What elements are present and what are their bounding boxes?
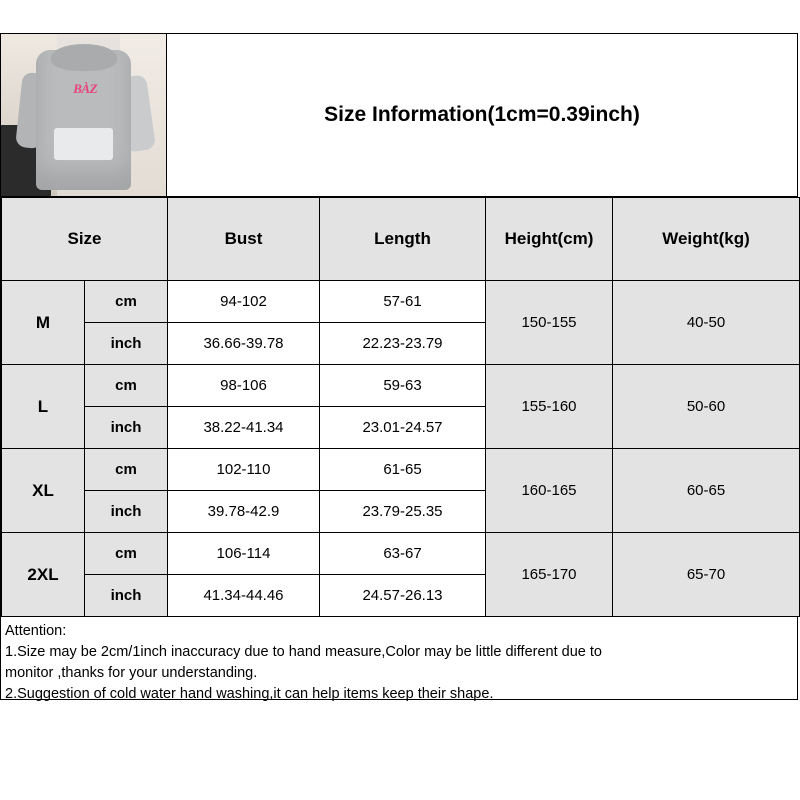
size-chart-frame <box>0 33 798 703</box>
unit-label: inch <box>85 407 168 449</box>
table-header-row <box>2 198 800 281</box>
unit-label: cm <box>85 449 168 491</box>
hoodie-body <box>36 50 132 189</box>
chart-header-band <box>1 34 797 197</box>
weight-value: 65-70 <box>613 533 800 617</box>
height-value: 165-170 <box>486 533 613 617</box>
bust-value: 41.34-44.46 <box>168 575 320 617</box>
attention-line-1b: monitor ,thanks for your understanding. <box>5 665 258 682</box>
attention-line-2: 2.Suggestion of cold water hand washing,it can help items keep their shape. <box>5 686 494 703</box>
header-bust: Bust <box>168 198 320 281</box>
table-row <box>2 365 800 407</box>
size-label: XL <box>2 449 85 533</box>
attention-heading: Attention: <box>5 623 67 639</box>
weight-value: 40-50 <box>613 281 800 365</box>
bust-value: 38.22-41.34 <box>168 407 320 449</box>
unit-label: inch <box>85 323 168 365</box>
bust-value: 106-114 <box>168 533 320 575</box>
length-value: 59-63 <box>320 365 486 407</box>
hoodie-logo-text: BÀZ <box>73 80 98 96</box>
length-value: 23.79-25.35 <box>320 491 486 533</box>
title-cell <box>167 34 797 196</box>
length-value: 22.23-23.79 <box>320 323 486 365</box>
weight-value: 60-65 <box>613 449 800 533</box>
length-value: 63-67 <box>320 533 486 575</box>
unit-label: inch <box>85 491 168 533</box>
header-weight: Weight(kg) <box>613 198 800 281</box>
hoodie-pocket <box>54 128 113 160</box>
table-row <box>2 449 800 491</box>
header-height: Height(cm) <box>486 198 613 281</box>
length-value: 23.01-24.57 <box>320 407 486 449</box>
bust-value: 39.78-42.9 <box>168 491 320 533</box>
hoodie-hood <box>51 44 117 72</box>
length-value: 61-65 <box>320 449 486 491</box>
attention-line-1a: 1.Size may be 2cm/1inch inaccuracy due to hand measure,Color may be little different due to <box>5 644 602 661</box>
size-label: L <box>2 365 85 449</box>
length-value: 24.57-26.13 <box>320 575 486 617</box>
table-row <box>2 533 800 575</box>
bust-value: 102-110 <box>168 449 320 491</box>
height-value: 155-160 <box>486 365 613 449</box>
size-label: M <box>2 281 85 365</box>
attention-block <box>1 617 797 705</box>
unit-label: cm <box>85 281 168 323</box>
height-value: 150-155 <box>486 281 613 365</box>
unit-label: cm <box>85 533 168 575</box>
bust-value: 94-102 <box>168 281 320 323</box>
weight-value: 50-60 <box>613 365 800 449</box>
bust-value: 36.66-39.78 <box>168 323 320 365</box>
page-title: Size Information(1cm=0.39inch) <box>324 103 640 126</box>
table-row <box>2 281 800 323</box>
unit-label: cm <box>85 365 168 407</box>
length-value: 57-61 <box>320 281 486 323</box>
product-image-cell <box>1 34 167 196</box>
height-value: 160-165 <box>486 449 613 533</box>
bust-value: 98-106 <box>168 365 320 407</box>
unit-label: inch <box>85 575 168 617</box>
header-size: Size <box>2 198 168 281</box>
size-table <box>1 197 800 617</box>
size-label: 2XL <box>2 533 85 617</box>
header-length: Length <box>320 198 486 281</box>
hoodie-photo <box>1 34 166 196</box>
